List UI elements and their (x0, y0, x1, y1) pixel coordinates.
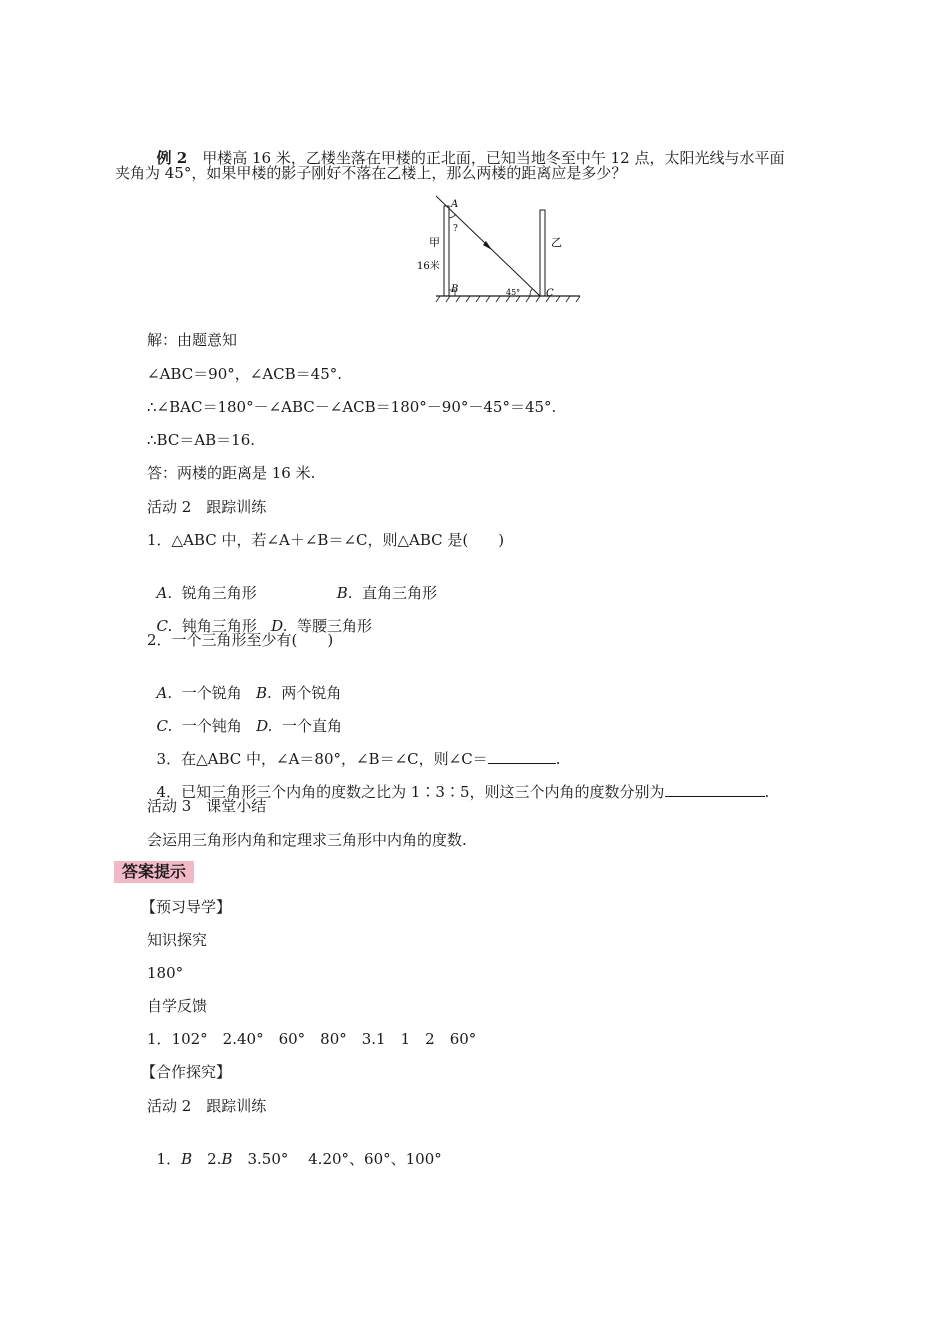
label-angle: 45° (506, 288, 521, 297)
question-3-text: 3．在△ABC 中，∠A＝80°，∠B＝∠C，则∠C＝ (156, 750, 488, 768)
knowledge-heading: 知识探究 (147, 931, 208, 949)
option-a: 一个锐角 (181, 684, 242, 702)
activity2-title: 活动 2 跟踪训练 (147, 498, 267, 516)
option-c: 一个钝角 (181, 717, 242, 735)
coop-title: 【合作探究】 (141, 1063, 232, 1081)
feedback-values: 1．102° 2.40° 60° 80° 3.1 1 2 60° (147, 1030, 477, 1048)
question-2: 2．一个三角形至少有( ) (147, 631, 334, 649)
option-c-label: C. (156, 617, 173, 635)
preview-title: 【预习导学】 (141, 898, 232, 916)
label-a: A (451, 199, 459, 210)
answer-blank (665, 782, 765, 797)
question-1: 1．△ABC 中，若∠A＋∠B＝∠C，则△ABC 是( ) (147, 531, 505, 549)
option-a-label: A. (156, 584, 173, 602)
label-height: 16米 (417, 261, 440, 272)
answer-prefix: 1． (156, 1150, 182, 1168)
solution-step-2: ∴∠BAC＝180°－∠ABC－∠ACB＝180°－90°－45°＝45°. (147, 398, 557, 416)
activity3-summary: 会运用三角形内角和定理求三角形中内角的度数. (147, 831, 467, 849)
label-jia: 甲 (429, 236, 440, 249)
option-d: 一个直角 (281, 717, 342, 735)
label-unknown: ? (453, 224, 458, 234)
answers-activity2-values (147, 1129, 442, 1169)
solution-intro: 解：由题意知 (147, 331, 238, 349)
example-line-2: 夹角为 45°，如果甲楼的影子刚好不落在乙楼上，那么两楼的距离应是多少？ (115, 164, 627, 182)
option-c: 钝角三角形 (181, 617, 257, 635)
building-jia (444, 206, 449, 296)
building-yi (540, 210, 545, 296)
label-b: B (451, 284, 459, 295)
option-a-label: A. (156, 684, 173, 702)
label-c: C (546, 288, 554, 299)
answer-2: B (221, 1150, 233, 1168)
question-3-end: . (555, 750, 561, 768)
option-d-label: D. (256, 717, 273, 735)
answer-separator: 2. (192, 1150, 222, 1168)
answer-tag: 答案提示 (114, 861, 194, 883)
building-shadow-figure (417, 192, 600, 312)
option-c-label: C. (156, 717, 173, 735)
label-yi: 乙 (551, 236, 562, 249)
question-4-end: . (764, 783, 770, 801)
example-label: 例 2 (156, 149, 188, 167)
option-b: 两个锐角 (281, 684, 342, 702)
option-d-label: D. (271, 617, 288, 635)
answers-activity2-title: 活动 2 跟踪训练 (147, 1097, 267, 1115)
option-d: 等腰三角形 (296, 617, 372, 635)
example-text-1: 甲楼高 16 米，乙楼坐落在甲楼的正北面，已知当地冬至中午 12 点，太阳光线与水平面 (202, 149, 785, 167)
solution-answer: 答：两楼的距离是 16 米. (147, 464, 316, 482)
feedback-heading: 自学反馈 (147, 997, 208, 1015)
option-a: 锐角三角形 (181, 584, 257, 602)
option-b: 直角三角形 (362, 584, 438, 602)
answer-1: B (181, 1150, 193, 1168)
example-line-1 (147, 128, 784, 168)
activity3-title: 活动 3 课堂小结 (147, 797, 267, 815)
option-b-label: B. (336, 584, 353, 602)
answer-rest: 3.50° 4.20°、60°、100° (232, 1150, 442, 1168)
knowledge-value: 180° (147, 964, 184, 982)
question-4-text: 4．已知三角形三个内角的度数之比为 1∶3∶5，则这三个内角的度数分别为 (156, 783, 665, 801)
option-b-label: B. (256, 684, 272, 702)
solution-step-3: ∴BC＝AB＝16. (147, 431, 256, 449)
solution-step-1: ∠ABC＝90°，∠ACB＝45°. (147, 365, 343, 383)
